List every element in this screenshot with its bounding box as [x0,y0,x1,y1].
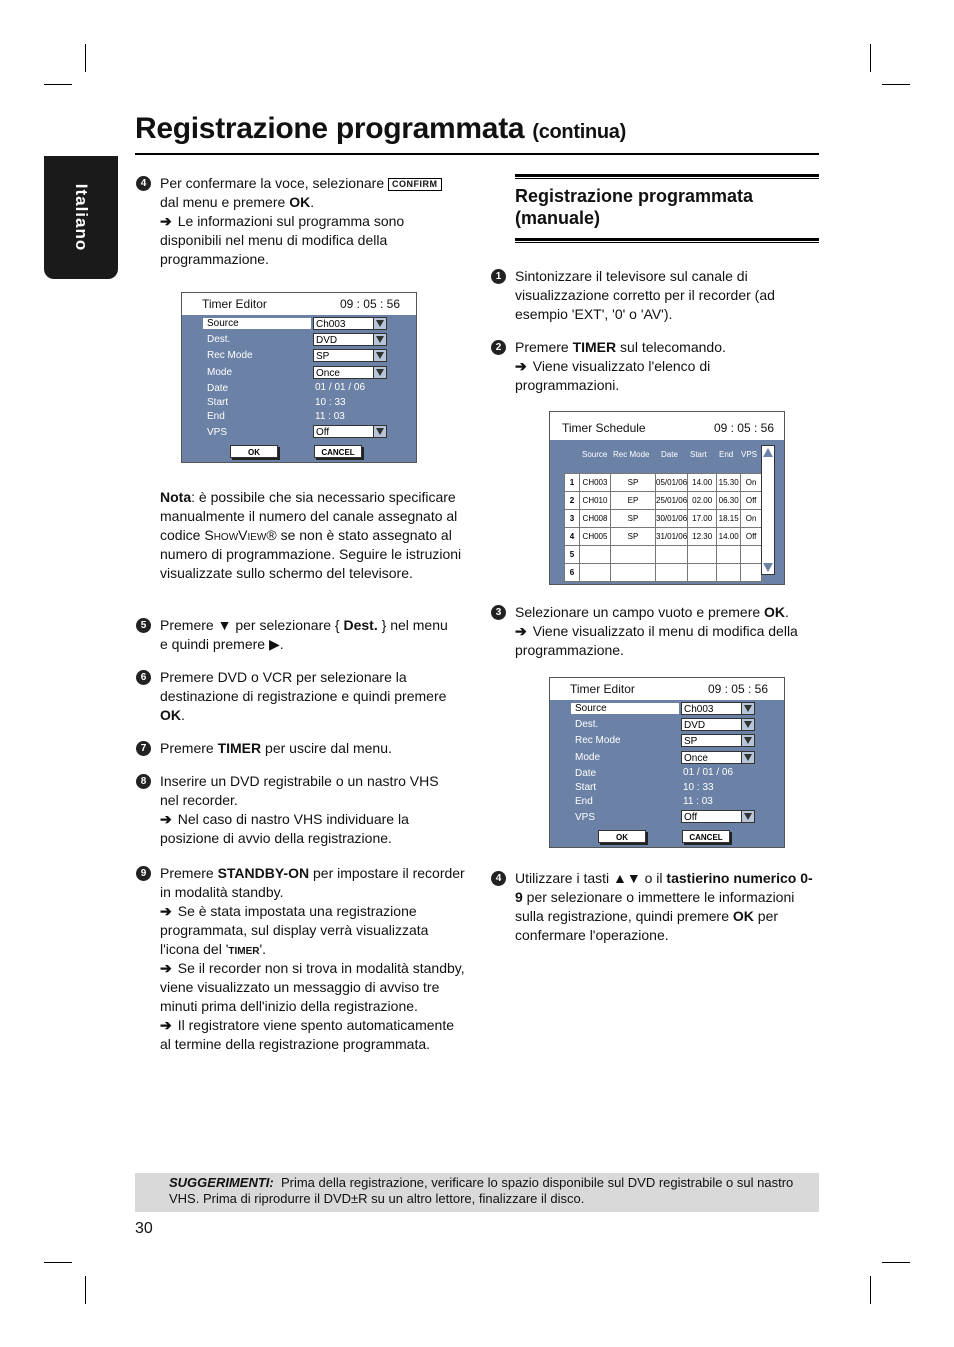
table-cell [611,564,656,582]
timer-editor-panel [181,292,417,463]
table-cell: 30/01/06 [656,510,688,528]
step-number: 2 [491,340,506,355]
crop-mark [870,1276,871,1304]
cancel-button[interactable]: CANCEL [682,830,730,843]
table-cell: CH008 [580,510,611,528]
label-rec-mode: Rec Mode [575,735,621,746]
table-row[interactable] [565,528,762,546]
result-text: Se è stata impostata una registrazione programmata, sul display verrà visualizzata l'icona del ' [160,903,429,957]
label-end: End [575,796,593,807]
page-number: 30 [135,1220,153,1237]
result-text: Le informazioni sul programma sono disponibili nel menu di modifica della programmazione. [160,213,405,267]
heading-rule-top [515,174,819,179]
language-tab [44,156,118,279]
result-text: '. [259,941,267,957]
table-cell [688,546,717,564]
chevron-down-icon [373,367,386,378]
table-cell: 18.15 [717,510,741,528]
step-number: 3 [491,605,506,620]
step-number: 6 [136,670,151,685]
step-3-text [515,603,820,660]
step-4-text [160,174,465,269]
crop-mark [44,1262,72,1263]
table-cell: SP [611,510,656,528]
dropdown-value: SP [316,351,330,362]
crop-mark [85,1276,86,1304]
arrow-icon: ➔ [160,1017,172,1033]
table-row[interactable] [565,564,762,582]
step-number: 1 [491,269,506,284]
step-6-text [160,668,465,725]
table-row[interactable] [565,546,762,564]
arrow-icon: ➔ [160,960,172,976]
crop-mark [882,84,910,85]
mode-dropdown[interactable] [681,751,755,764]
step-text: . [310,194,315,210]
table-cell: EP [611,492,656,510]
step-text: Premere [515,339,573,355]
arrow-icon: ➔ [515,623,527,639]
panel-header [182,293,416,315]
dest-key: Dest. [343,617,378,633]
table-cell [656,564,688,582]
standby-key: STANDBY-ON [217,865,310,881]
label-dest: Dest. [207,334,231,345]
note-text: : è possibile che sia necessario specificare manualmente il numero del canale assegnato al codice [160,489,458,543]
table-cell: CH003 [580,474,611,492]
tips-text: Prima della registrazione, verificare lo spazio disponibile sul DVD registrabile o sul nastro VHS. Prima di riprodurre il DVD±R su un altro lettore, finalizzare il disco. [169,1175,794,1206]
confirm-button: CONFIRM [388,178,442,191]
chevron-down-icon [373,318,386,329]
panel-clock: 09 : 05 : 56 [707,682,768,696]
row-index: 2 [565,492,580,510]
timer-key: TIMER [572,339,617,355]
step-text: per impostare il recorder in modalità standby. [160,865,465,900]
dropdown-value: Ch003 [316,319,346,330]
label-vps: VPS [575,812,596,823]
chevron-down-icon [373,426,386,437]
panel-clock: 09 : 05 : 56 [713,421,774,435]
step-number: 4 [136,176,151,191]
dest-dropdown[interactable] [313,333,387,346]
ok-key: OK [160,707,181,723]
rec-mode-dropdown[interactable] [313,349,387,362]
step-text: Utilizzare i tasti ▲▼ o il [515,870,667,886]
table-cell [717,546,741,564]
table-cell: 05/01/06 [656,474,688,492]
heading-rule-bottom [515,238,819,243]
table-cell: Off [741,492,762,510]
step-text: . [181,707,185,723]
numeric-keypad-key: tastierino numerico 0-9 [515,870,813,905]
step-text: Premere [160,740,218,756]
dropdown-value: SP [684,736,698,747]
label-date: Date [575,768,597,779]
rec-mode-dropdown[interactable] [681,734,755,747]
table-cell [611,546,656,564]
vps-dropdown[interactable] [681,810,755,823]
showview-brand: ShowView [204,527,267,543]
note-label: Nota [160,489,192,505]
crop-mark [44,84,72,85]
arrow-icon: ➔ [160,903,172,919]
panel-body [182,315,416,462]
step-text: per uscire dal menu. [261,740,392,756]
row-index: 5 [565,546,580,564]
arrow-icon: ➔ [160,811,172,827]
arrow-icon: ➔ [515,358,527,374]
table-cell [580,564,611,582]
step-text: Inserire un DVD registrabile o un nastro VHS nel recorder. [160,773,439,808]
step-text: Premere [160,865,218,881]
table-cell [688,564,717,582]
col-date: Date [661,450,678,459]
source-dropdown[interactable] [681,702,755,715]
col-start: Start [690,450,707,459]
row-index: 4 [565,528,580,546]
label-start: Start [575,782,597,793]
page-title [135,112,626,146]
row-index: 6 [565,564,580,582]
result-text: Se il recorder non si trova in modalità standby, viene visualizzato un messaggio di avviso tre minuti prima dell'inizio della registrazione. [160,960,465,1014]
table-cell [741,564,762,582]
label-start: Start [207,397,229,408]
result-text: Viene visualizzato il menu di modifica della programmazione. [515,623,798,658]
table-cell: SP [611,528,656,546]
note-paragraph [160,488,468,583]
step-number: 4 [491,871,506,886]
step-1-text: Sintonizzare il televisore sul canale di visualizzazione corretto per il recorder (ad esempio 'EXT', '0' o 'AV'). [515,268,775,322]
scroll-up-icon[interactable] [763,448,773,457]
panel-clock: 09 : 05 : 56 [339,297,400,311]
timer-key: TIMER [217,740,262,756]
panel-title: Timer Schedule [562,421,646,435]
table-cell: 12.30 [688,528,717,546]
row-index: 3 [565,510,580,528]
dropdown-value: Off [316,427,330,438]
start-value[interactable]: 10 : 33 [315,397,346,408]
result-text: Nel caso di nastro VHS individuare la posizione di avvio della registrazione. [160,811,409,846]
step-text: Premere ▼ per selezionare { [160,617,344,633]
schedule-body [550,440,784,584]
title-main: Registrazione programmata [135,112,525,145]
schedule-table [564,473,762,582]
step-text: Selezionare un campo vuoto e premere [515,604,765,620]
table-cell: 06.30 [717,492,741,510]
step-text: . [785,604,789,620]
step-text: per selezionare o immettere le informazioni sulla registrazione, quindi premere [515,889,795,924]
chevron-down-icon [373,350,386,361]
tips-paragraph [169,1175,799,1207]
step-text: per confermare l'operazione. [515,908,779,943]
label-rec-mode: Rec Mode [207,350,253,361]
step-5-text [160,616,450,654]
table-cell: 14.00 [717,528,741,546]
col-end: End [719,450,734,459]
table-cell [741,546,762,564]
label-vps: VPS [207,427,228,438]
start-value[interactable]: 10 : 33 [683,782,714,793]
step-text: Per confermare la voce, selezionare [160,175,385,191]
col-vps: VPS [741,450,758,459]
scrollbar[interactable] [761,445,775,575]
table-cell: On [741,510,762,528]
step-number: 9 [136,866,151,881]
step-text: } nel menu e quindi premere ▶. [160,617,448,652]
step-text: sul telecomando. [616,339,726,355]
table-cell: CH010 [580,492,611,510]
dropdown-value: DVD [684,720,706,731]
table-cell [656,546,688,564]
table-cell: Off [741,528,762,546]
step-7-text [160,739,465,758]
crop-mark [870,44,871,72]
crop-mark [85,44,86,72]
table-cell: 17.00 [688,510,717,528]
label-mode: Mode [207,367,233,378]
table-cell: 02.00 [688,492,717,510]
end-value[interactable]: 11 : 03 [683,796,713,807]
step-number: 5 [136,618,151,633]
step-number: 8 [136,774,151,789]
ok-button[interactable]: OK [230,445,278,458]
chevron-down-icon [741,811,754,822]
col-source: Source [582,450,608,459]
table-cell [717,564,741,582]
date-value[interactable]: 01 / 01 / 06 [683,767,734,778]
tips-box [135,1173,819,1212]
crop-mark [882,1262,910,1263]
note-text: ® se non è stato assegnato al numero di programmazione. Seguire le istruzioni visualizzate sullo schermo del televisore. [160,527,462,581]
panel-body [550,700,784,847]
title-rule [135,153,819,155]
tips-label: SUGGERIMENTI: [169,1175,274,1190]
step-text: Premere DVD o VCR per selezionare la destinazione di registrazione e quindi premere [160,669,447,704]
timer-editor-panel [549,677,785,848]
panel-title: Timer Editor [570,682,635,696]
row-index: 1 [565,474,580,492]
language-label: Italiano [72,183,91,252]
step-8-text [160,772,460,848]
panel-header [550,678,784,700]
step-2-text [515,338,815,395]
panel-header [550,412,784,434]
result-text: Viene visualizzato l'elenco di programmazioni. [515,358,711,393]
dropdown-value: Off [684,812,698,823]
step-text: dal menu e premere [160,194,290,210]
table-cell [580,546,611,564]
date-value[interactable]: 01 / 01 / 06 [315,382,366,393]
cancel-button[interactable]: CANCEL [314,445,362,458]
table-cell: 14.00 [688,474,717,492]
dropdown-value: DVD [316,335,338,346]
chevron-down-icon [741,752,754,763]
dropdown-value: Ch003 [684,704,714,715]
table-row[interactable] [565,510,762,528]
arrow-icon: ➔ [160,213,172,229]
step-number: 7 [136,741,151,756]
label-source[interactable]: Source [203,318,311,329]
section-heading: Registrazione programmata (manuale) [515,186,754,228]
table-cell: 31/01/06 [656,528,688,546]
mode-dropdown[interactable] [313,366,387,379]
label-date: Date [207,383,229,394]
table-cell: CH005 [580,528,611,546]
dropdown-value: Once [684,753,708,764]
label-source[interactable]: Source [571,703,679,714]
dropdown-value: Once [316,368,340,379]
vps-dropdown[interactable] [313,425,387,438]
label-mode: Mode [575,752,601,763]
end-value[interactable]: 11 : 03 [315,411,345,422]
chevron-down-icon [741,735,754,746]
col-rec-mode: Rec Mode [613,450,650,459]
table-cell: On [741,474,762,492]
ok-button[interactable]: OK [598,830,646,843]
chevron-down-icon [373,334,386,345]
timer-icon-label: timer [228,941,260,957]
result-text: Il registratore viene spento automaticamente al termine della registrazione programmata. [160,1017,454,1052]
step-9-text [160,864,465,1054]
panel-title: Timer Editor [202,297,267,311]
ok-key: OK [289,194,311,210]
label-end: End [207,411,225,422]
step-4-manual-text [515,869,820,945]
table-cell: 25/01/06 [656,492,688,510]
chevron-down-icon [741,719,754,730]
table-cell: 15.30 [717,474,741,492]
ok-key: OK [764,604,786,620]
source-dropdown[interactable] [313,317,387,330]
title-sub: (continua) [532,121,626,143]
label-dest: Dest. [575,719,599,730]
scroll-down-icon[interactable] [763,563,773,572]
table-cell: SP [611,474,656,492]
table-row[interactable] [565,474,762,492]
dest-dropdown[interactable] [681,718,755,731]
ok-key: OK [732,908,754,924]
timer-schedule-panel [549,411,785,585]
table-row[interactable] [565,492,762,510]
chevron-down-icon [741,703,754,714]
